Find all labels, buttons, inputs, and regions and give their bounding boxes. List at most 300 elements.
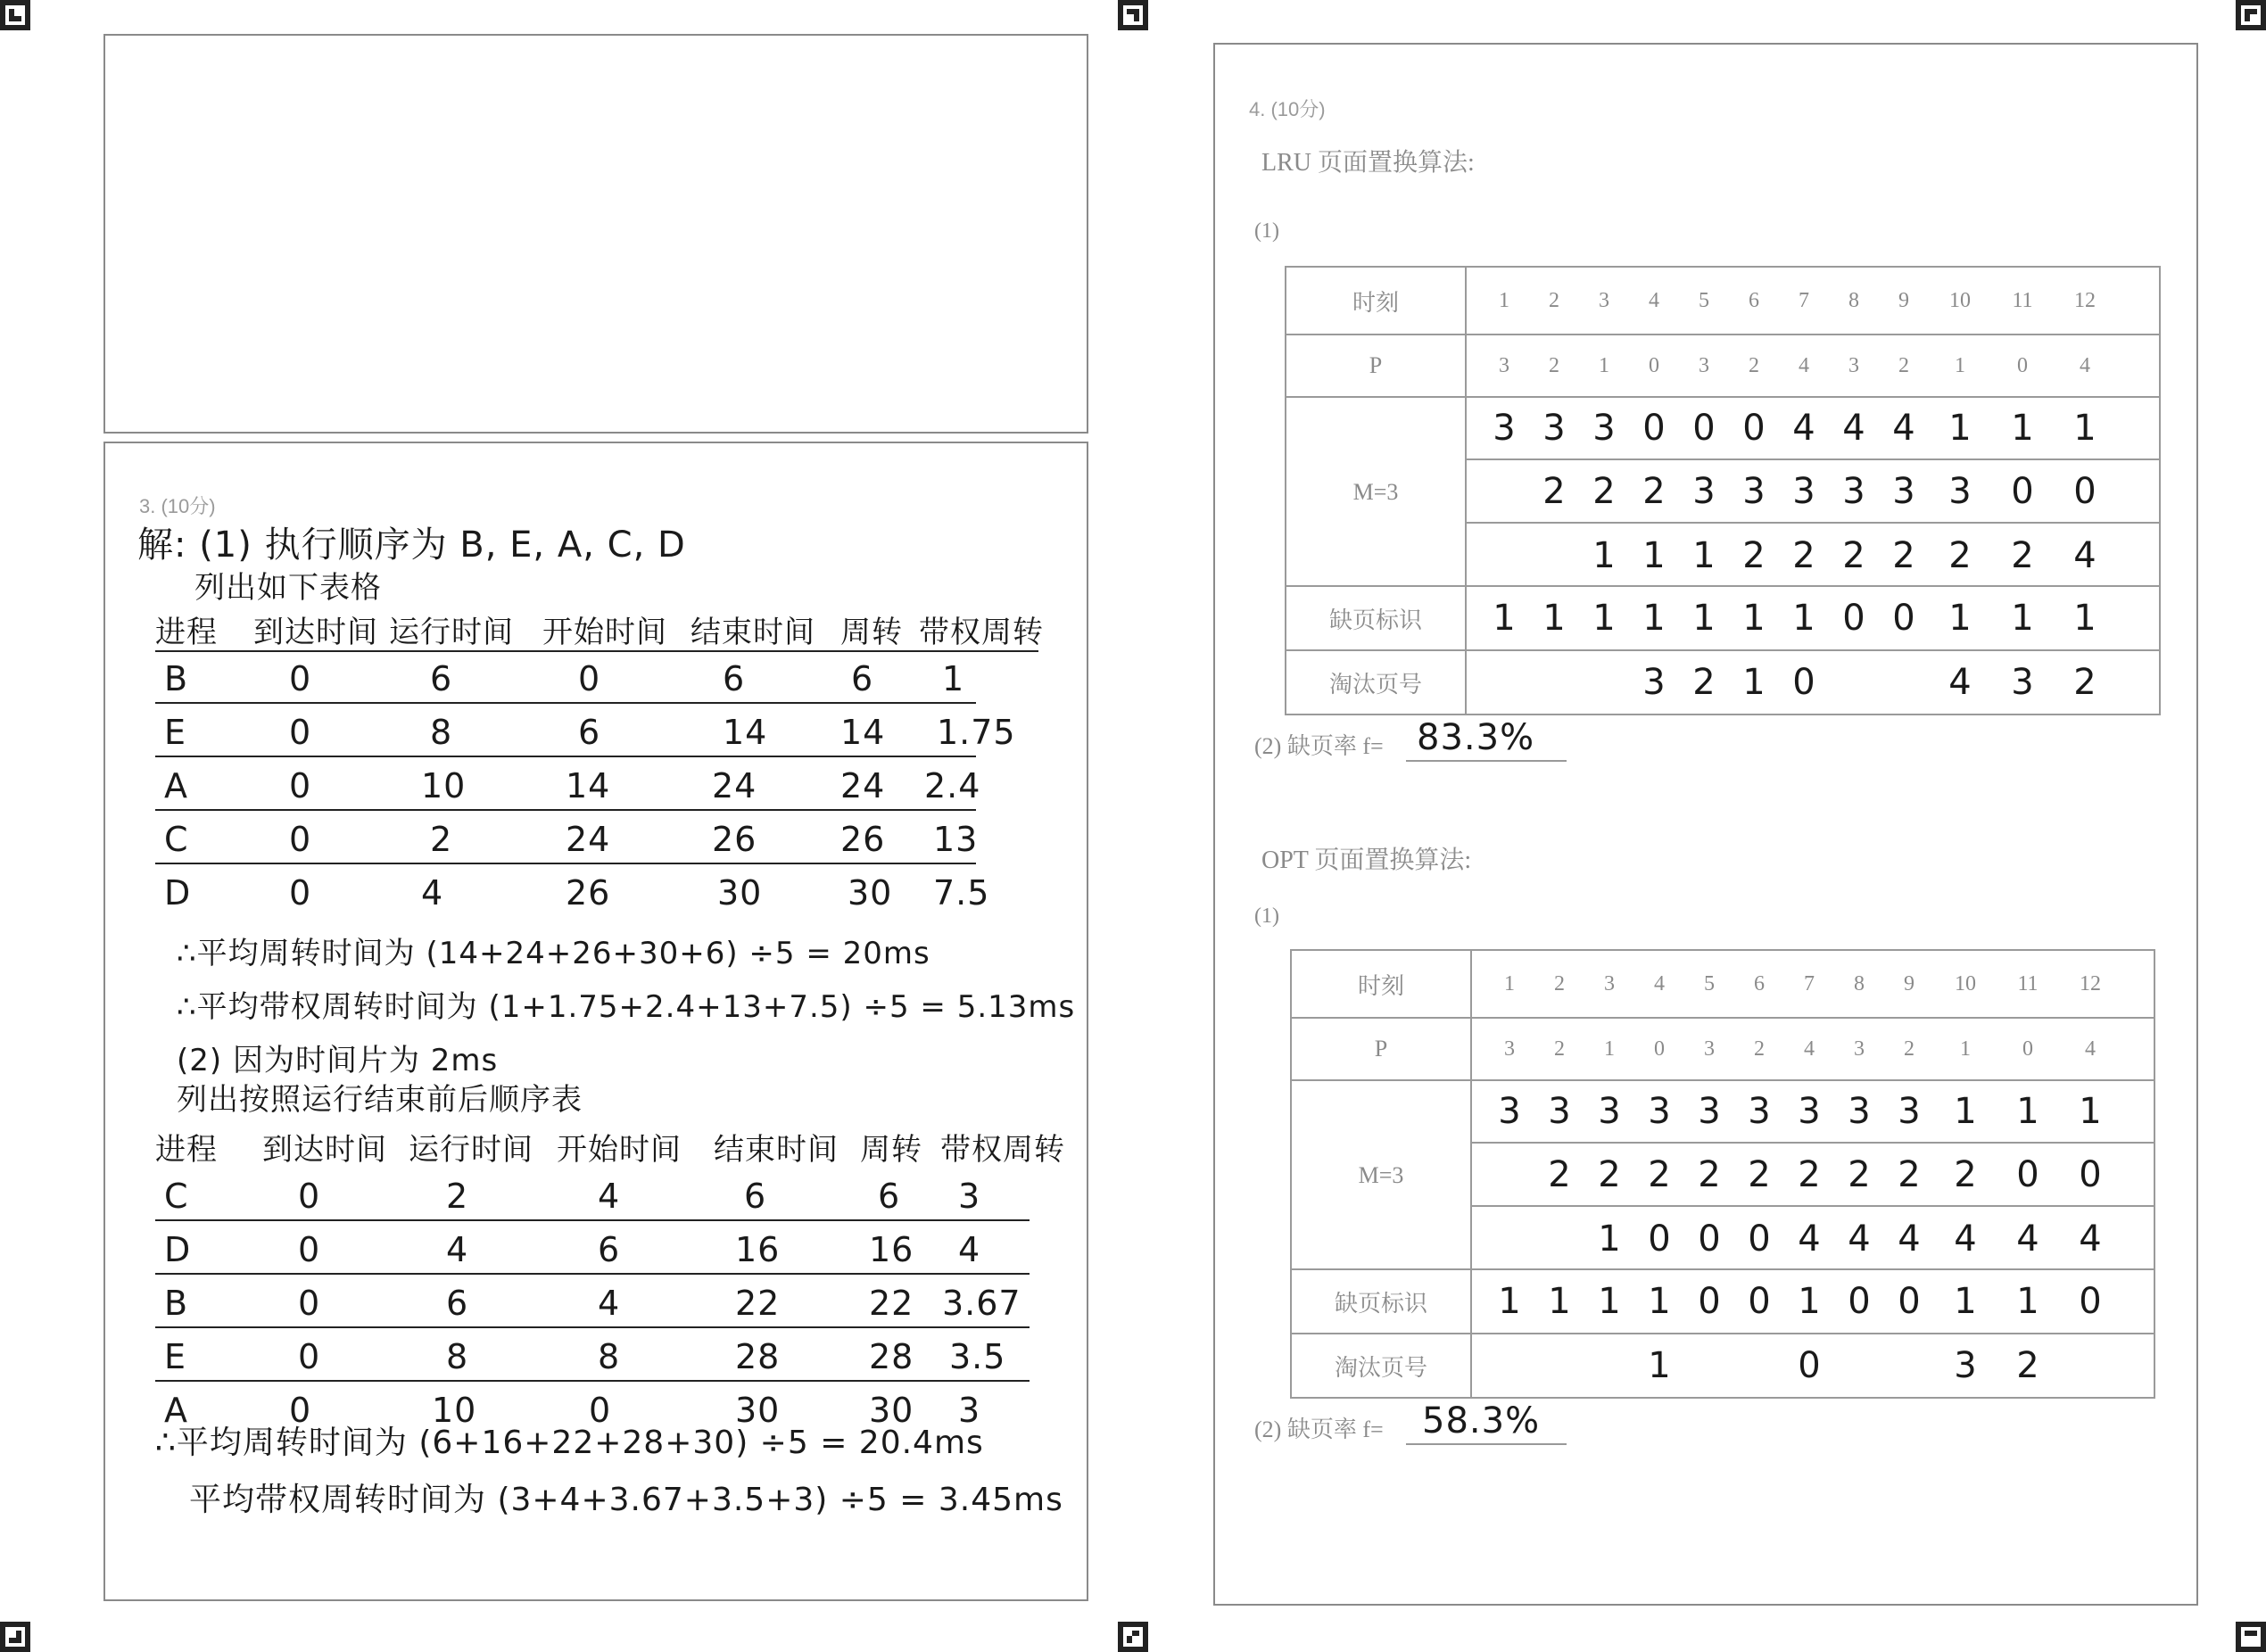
frame-cell: 2 [1848, 1153, 1871, 1195]
frame-cell: 2 [1592, 470, 1616, 512]
row-label: M=3 [1292, 1081, 1472, 1270]
row-label: M=3 [1286, 398, 1467, 587]
page-cell: 2 [1554, 1037, 1565, 1061]
frame-cell: 4 [1848, 1218, 1871, 1260]
frame-cell: 4 [2016, 1218, 2039, 1260]
frame-row [1472, 1144, 2154, 1207]
evict-cell: 1 [1742, 662, 1766, 703]
frame-cell: 2 [1748, 1153, 1771, 1195]
table-cell: 4 [421, 873, 444, 913]
time-cell: 3 [1599, 288, 1609, 312]
table-cell: 1.75 [937, 713, 1016, 752]
frame-cell: 0 [2011, 470, 2034, 512]
evict-cell: 2 [2073, 662, 2096, 703]
fault-cell: 0 [2079, 1281, 2102, 1322]
table-header: 结束时间 [691, 615, 815, 650]
table-cell: 2.4 [924, 766, 981, 805]
q3-part-2-line-1: (2) 因为时间片为 2ms [177, 1043, 499, 1078]
table-cell: 26 [840, 820, 886, 859]
table-cell: 2 [446, 1177, 469, 1216]
frame-cell: 4 [1898, 1218, 1921, 1260]
frame-cell: 3 [1742, 470, 1766, 512]
table-cell: 3 [958, 1177, 981, 1216]
table-row [155, 1280, 1030, 1328]
frame-cell: 2 [1954, 1153, 1977, 1195]
lru-frames-block [1286, 398, 2159, 587]
evict-cell: 3 [1954, 1345, 1977, 1386]
table-cell: 0 [289, 659, 312, 698]
frame-cell: 1 [2079, 1091, 2102, 1132]
evict-cell: 1 [1648, 1345, 1671, 1386]
time-cell: 12 [2080, 971, 2101, 995]
frame-cell: 4 [1792, 408, 1815, 449]
row-label: 淘汰页号 [1292, 1334, 1472, 1397]
frame-cell: 1 [1954, 1091, 1977, 1132]
table-cell: 7.5 [933, 873, 990, 913]
table-cell: 30 [848, 873, 893, 913]
q3-part-2-line-2: 列出按照运行结束前后顺序表 [177, 1082, 583, 1118]
table-cell: 6 [723, 659, 746, 698]
page-cell: 2 [1904, 1037, 1915, 1061]
fault-cell: 0 [1848, 1281, 1871, 1322]
time-cell: 3 [1604, 971, 1615, 995]
row-label: 缺页标识 [1286, 587, 1467, 649]
page-cell: 1 [1960, 1037, 1971, 1061]
time-cell: 7 [1804, 971, 1815, 995]
evict-cell: 2 [2016, 1345, 2039, 1386]
table-cell: 3.67 [942, 1284, 1021, 1323]
frame-cell: 2 [1598, 1153, 1621, 1195]
frame-cell [1484, 1144, 1534, 1205]
frame-cell: 2 [1648, 1153, 1671, 1195]
opt-title: OPT 页面置换算法: [1261, 847, 1472, 874]
page-cell: 2 [1754, 1037, 1765, 1061]
fault-cell: 1 [1648, 1281, 1671, 1322]
frame-cell: 1 [1948, 408, 1972, 449]
q3-line-1: 解: (1) 执行顺序为 B, E, A, C, D [137, 525, 686, 566]
frame-cell: 0 [1742, 408, 1766, 449]
frame-cell: 3 [1748, 1091, 1771, 1132]
time-cell: 6 [1749, 288, 1759, 312]
frame-cell: 1 [2073, 408, 2096, 449]
fault-cell: 1 [1742, 598, 1766, 639]
corner-marker-bottom-middle [1118, 1622, 1148, 1652]
table-row [155, 1227, 1030, 1275]
time-cell: 7 [1799, 288, 1809, 312]
frame-cell [1534, 1207, 1584, 1270]
opt-rate-underline [1406, 1443, 1567, 1445]
frame-cell: 3 [1592, 408, 1616, 449]
table-cell: C [164, 1177, 189, 1216]
page-cell: 1 [1955, 353, 1965, 377]
table-cell: 4 [598, 1177, 621, 1216]
frame-cell: 2 [1792, 534, 1815, 576]
corner-marker-bottom-right [2236, 1622, 2266, 1652]
evict-cell: 0 [1798, 1345, 1821, 1386]
frame-cell: 0 [1692, 408, 1716, 449]
table-cell: C [164, 820, 189, 859]
time-cell: 4 [1654, 971, 1665, 995]
table-cell: D [164, 1230, 192, 1269]
frame-row [1472, 1207, 2154, 1270]
frame-row [1467, 524, 2159, 587]
frame-cell: 4 [2073, 534, 2096, 576]
fault-cell: 1 [1692, 598, 1716, 639]
table-cell: 13 [933, 820, 979, 859]
corner-marker-top-right [2236, 0, 2266, 30]
opt-time-row [1292, 951, 2154, 1019]
table-header: 运行时间 [409, 1132, 533, 1168]
frame-cell: 4 [1954, 1218, 1977, 1260]
frame-cell: 0 [2079, 1153, 2102, 1195]
frame-cell: 3 [1598, 1091, 1621, 1132]
frame-cell: 2 [1698, 1153, 1721, 1195]
frame-cell: 4 [1798, 1218, 1821, 1260]
page-cell: 2 [1898, 353, 1909, 377]
frame-cell: 0 [1648, 1218, 1671, 1260]
frame-cell: 3 [1898, 1091, 1921, 1132]
table-cell: 30 [717, 873, 763, 913]
frame-row [1467, 460, 2159, 524]
frame-cell: 3 [1842, 470, 1865, 512]
time-cell: 1 [1499, 288, 1509, 312]
table-cell: 16 [869, 1230, 914, 1269]
time-cell: 12 [2074, 288, 2096, 312]
question-4-box [1213, 43, 2198, 1606]
table-cell: 6 [598, 1230, 621, 1269]
frame-cell: 3 [1848, 1091, 1871, 1132]
question-4-label: 4. (10分) [1249, 98, 1326, 120]
lru-page-row [1286, 335, 2159, 398]
table-cell: D [164, 873, 192, 913]
time-cell: 1 [1504, 971, 1515, 995]
question-3-box [103, 442, 1088, 1601]
row-label: 时刻 [1286, 268, 1467, 334]
table-cell: 24 [712, 766, 757, 805]
time-cell: 10 [1955, 971, 1976, 995]
frame-cell: 1 [1642, 534, 1666, 576]
frame-cell: 1 [2011, 408, 2034, 449]
table-header: 带权周转 [940, 1132, 1065, 1168]
evict-cell: 3 [1642, 662, 1666, 703]
frame-cell: 0 [1698, 1218, 1721, 1260]
table-cell: 16 [735, 1230, 781, 1269]
table-header-row [155, 604, 1044, 652]
table-header: 开始时间 [542, 615, 667, 650]
lru-table [1285, 266, 2161, 715]
opt-table [1290, 949, 2155, 1399]
page-cell: 4 [2080, 353, 2090, 377]
page-cell: 3 [1699, 353, 1709, 377]
table-cell: A [164, 1391, 188, 1430]
table-cell: 8 [430, 713, 453, 752]
frame-cell: 2 [1798, 1153, 1821, 1195]
table-header: 到达时间 [262, 1132, 387, 1168]
row-label: 缺页标识 [1292, 1270, 1472, 1333]
fault-cell: 0 [1842, 598, 1865, 639]
table-header: 开始时间 [557, 1132, 682, 1168]
row-label: P [1286, 335, 1467, 396]
table-cell: 3 [958, 1391, 981, 1430]
fault-cell: 1 [1798, 1281, 1821, 1322]
fault-cell: 0 [1892, 598, 1915, 639]
corner-marker-top-left [0, 0, 30, 30]
q3-table-1 [155, 604, 1047, 913]
page-cell: 4 [2085, 1037, 2096, 1061]
frame-cell: 3 [1493, 408, 1516, 449]
frame-cell: 3 [1648, 1091, 1671, 1132]
evict-cell: 3 [2011, 662, 2034, 703]
frame-cell: 1 [1692, 534, 1716, 576]
opt-fault-row [1292, 1270, 2154, 1334]
corner-marker-top-middle [1118, 0, 1148, 30]
table-cell: 30 [735, 1391, 781, 1430]
table-cell: 22 [735, 1284, 781, 1323]
table-cell: 0 [589, 1391, 612, 1430]
table-header: 进程 [155, 1132, 218, 1168]
frame-cell: 1 [1592, 534, 1616, 576]
frame-cell: 3 [1698, 1091, 1721, 1132]
fault-cell: 0 [1898, 1281, 1921, 1322]
frame-cell: 0 [1748, 1218, 1771, 1260]
time-cell: 6 [1754, 971, 1765, 995]
fault-cell: 1 [1548, 1281, 1571, 1322]
time-cell: 4 [1649, 288, 1659, 312]
table-row [155, 656, 976, 704]
opt-part-1-label: (1) [1254, 904, 1279, 928]
time-cell: 8 [1854, 971, 1865, 995]
frame-cell: 4 [1892, 408, 1915, 449]
frame-cell: 0 [2016, 1153, 2039, 1195]
frame-cell: 0 [1642, 408, 1666, 449]
fault-cell: 1 [1792, 598, 1815, 639]
frame-cell: 3 [1498, 1091, 1521, 1132]
time-cell: 11 [2012, 288, 2033, 312]
table-cell: 6 [878, 1177, 901, 1216]
frame-cell [1529, 524, 1579, 587]
opt-evict-row [1292, 1334, 2154, 1397]
table-header: 进程 [155, 615, 218, 650]
time-cell: 10 [1949, 288, 1971, 312]
table-cell: 0 [289, 766, 312, 805]
table-cell: E [164, 713, 187, 752]
table-cell: 14 [840, 713, 886, 752]
table-cell: B [164, 659, 189, 698]
table-cell: 28 [735, 1337, 781, 1376]
frame-cell: 2 [1642, 470, 1666, 512]
table-cell: 6 [851, 659, 874, 698]
page-cell: 0 [1654, 1037, 1665, 1061]
frame-cell: 2 [1548, 1153, 1571, 1195]
corner-marker-bottom-left [0, 1622, 30, 1652]
time-cell: 9 [1904, 971, 1915, 995]
page-cell: 3 [1499, 353, 1509, 377]
frame-cell: 1 [2016, 1091, 2039, 1132]
frame-row [1472, 1081, 2154, 1144]
table-cell: 2 [430, 820, 453, 859]
lru-rate-value: 83.3% [1417, 717, 1535, 758]
frame-cell: 1 [1598, 1218, 1621, 1260]
page-cell: 4 [1799, 353, 1809, 377]
table-cell: 14 [566, 766, 611, 805]
frame-cell: 3 [1892, 470, 1915, 512]
q3-avg-turnaround-2: ∴平均周转时间为 (6+16+22+28+30) ÷5 = 20.4ms [155, 1425, 984, 1461]
fault-cell: 1 [1642, 598, 1666, 639]
time-cell: 11 [2017, 971, 2039, 995]
frame-cell: 3 [1798, 1091, 1821, 1132]
frame-cell: 2 [1842, 534, 1865, 576]
frame-cell [1479, 524, 1529, 587]
opt-rate-value: 58.3% [1422, 1400, 1541, 1441]
q3-table-2 [155, 1121, 1065, 1430]
table-cell: 26 [566, 873, 611, 913]
frame-cell: 2 [1898, 1153, 1921, 1195]
table-cell: 8 [446, 1337, 469, 1376]
frame-cell: 3 [1548, 1091, 1571, 1132]
lru-fault-row [1286, 587, 2159, 651]
page-cell: 2 [1549, 353, 1559, 377]
row-label: P [1292, 1019, 1472, 1079]
table-cell: 24 [840, 766, 886, 805]
time-cell: 2 [1549, 288, 1559, 312]
lru-time-row [1286, 268, 2159, 335]
table-cell: 6 [744, 1177, 767, 1216]
fault-cell: 1 [2016, 1281, 2039, 1322]
table-row [155, 816, 979, 864]
table-cell: 0 [289, 713, 312, 752]
frame-cell [1479, 460, 1529, 522]
page-cell: 0 [2022, 1037, 2033, 1061]
frame-cell: 2 [2011, 534, 2034, 576]
page-cell: 1 [1599, 353, 1609, 377]
table-cell: 0 [578, 659, 601, 698]
frame-cell: 2 [1892, 534, 1915, 576]
frame-cell: 4 [2079, 1218, 2102, 1260]
fault-cell: 1 [2073, 598, 2096, 639]
q3-line-2: 列出如下表格 [194, 570, 382, 606]
fault-cell: 1 [1954, 1281, 1977, 1322]
row-label: 淘汰页号 [1286, 651, 1467, 714]
table-cell: 3.5 [949, 1337, 1006, 1376]
page-cell: 4 [1804, 1037, 1815, 1061]
frame-cell: 0 [2073, 470, 2096, 512]
frame-cell: 2 [1742, 534, 1766, 576]
table-header: 结束时间 [714, 1132, 839, 1168]
frame-cell: 4 [1842, 408, 1865, 449]
time-cell: 5 [1699, 288, 1709, 312]
row-label: 时刻 [1292, 951, 1472, 1017]
fault-cell: 1 [1598, 1281, 1621, 1322]
table-cell: 0 [298, 1230, 321, 1269]
lru-evict-row [1286, 651, 2159, 714]
evict-cell: 4 [1948, 662, 1972, 703]
table-cell: 0 [289, 1391, 312, 1430]
time-cell: 5 [1704, 971, 1715, 995]
table-cell: 4 [958, 1230, 981, 1269]
empty-answer-box [103, 34, 1088, 434]
frame-cell: 2 [1948, 534, 1972, 576]
table-row [155, 1173, 1030, 1221]
table-cell: 4 [598, 1284, 621, 1323]
table-cell: 0 [298, 1337, 321, 1376]
table-cell: 0 [298, 1284, 321, 1323]
table-cell: 1 [942, 659, 965, 698]
lru-part-1-label: (1) [1254, 219, 1279, 243]
fault-cell: 1 [1542, 598, 1566, 639]
table-cell: 14 [723, 713, 768, 752]
page-cell: 3 [1704, 1037, 1715, 1061]
page-cell: 2 [1749, 353, 1759, 377]
table-cell: 28 [869, 1337, 914, 1376]
table-header: 到达时间 [253, 615, 378, 650]
frame-cell: 2 [1542, 470, 1566, 512]
table-row [155, 763, 981, 811]
table-cell: 30 [869, 1391, 914, 1430]
q3-avg-turnaround-1: ∴平均周转时间为 (14+24+26+30+6) ÷5 = 20ms [177, 936, 930, 971]
table-cell: E [164, 1337, 187, 1376]
table-row [155, 870, 990, 916]
page-cell: 3 [1504, 1037, 1515, 1061]
table-cell: B [164, 1284, 189, 1323]
fault-cell: 1 [2011, 598, 2034, 639]
frame-cell: 3 [1542, 408, 1566, 449]
table-cell: 24 [566, 820, 611, 859]
table-header: 运行时间 [389, 615, 514, 650]
lru-rate-label: (2) 缺页率 f= [1254, 733, 1384, 759]
fault-cell: 1 [1592, 598, 1616, 639]
table-header: 周转 [860, 1132, 922, 1168]
table-cell: 26 [712, 820, 757, 859]
page-cell: 3 [1854, 1037, 1865, 1061]
fault-cell: 0 [1698, 1281, 1721, 1322]
table-cell: 10 [421, 766, 467, 805]
frame-cell: 3 [1692, 470, 1716, 512]
frame-cell [1484, 1207, 1534, 1270]
table-cell: 0 [289, 873, 312, 913]
table-cell: 6 [578, 713, 601, 752]
opt-frames-block [1292, 1081, 2154, 1270]
table-header-row [155, 1121, 1065, 1168]
opt-rate-label: (2) 缺页率 f= [1254, 1417, 1384, 1442]
frame-row [1467, 398, 2159, 460]
table-cell: 0 [298, 1177, 321, 1216]
table-cell: 6 [430, 659, 453, 698]
table-cell: 22 [869, 1284, 914, 1323]
table-cell: 0 [289, 820, 312, 859]
page-cell: 0 [1649, 353, 1659, 377]
lru-rate-underline [1406, 760, 1567, 762]
time-cell: 2 [1554, 971, 1565, 995]
page-cell: 3 [1848, 353, 1859, 377]
table-cell: 6 [446, 1284, 469, 1323]
table-row [155, 709, 1016, 757]
table-header: 带权周转 [919, 615, 1044, 650]
lru-title: LRU 页面置换算法: [1261, 149, 1475, 177]
fault-cell: 1 [1493, 598, 1516, 639]
opt-page-row [1292, 1019, 2154, 1081]
evict-cell: 0 [1792, 662, 1815, 703]
table-cell: 10 [432, 1391, 477, 1430]
table-cell: A [164, 766, 188, 805]
time-cell: 8 [1848, 288, 1859, 312]
fault-cell: 1 [1498, 1281, 1521, 1322]
fault-cell: 1 [1948, 598, 1972, 639]
page-cell: 1 [1604, 1037, 1615, 1061]
table-cell: 4 [446, 1230, 469, 1269]
time-cell: 9 [1898, 288, 1909, 312]
evict-cell: 2 [1692, 662, 1716, 703]
question-3-label: 3. (10分) [139, 495, 216, 517]
